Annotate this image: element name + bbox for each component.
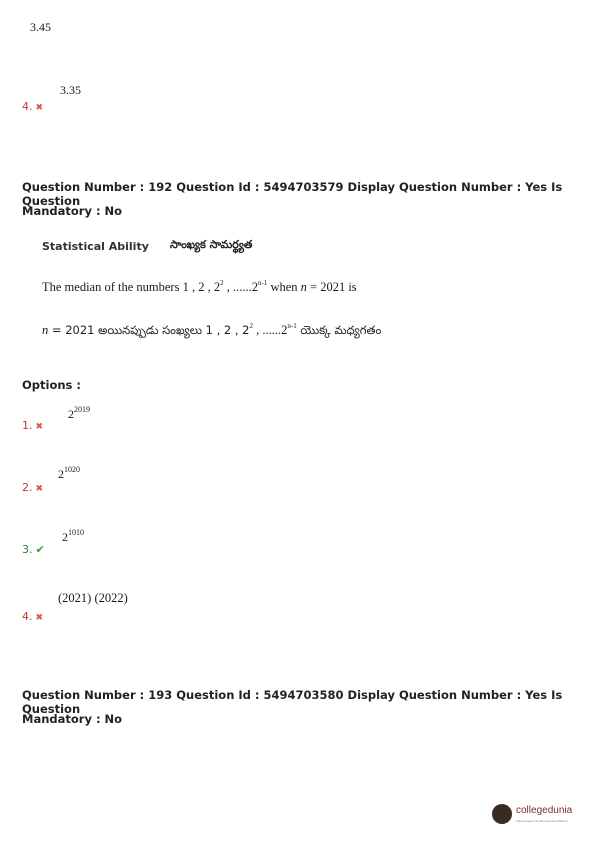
option-3[interactable] [22,540,45,558]
option-3-value: $2^{1010}$ [62,528,84,544]
prev-option-4 [22,97,43,115]
option-2[interactable] [22,478,43,496]
section-label: Statistical Ability [42,240,149,253]
option-2-value: $2^{1020}$ [58,465,80,481]
logo-name: collegedunia [516,805,573,816]
prev-option-3-value: 3.45 [30,20,51,34]
option-4[interactable] [22,607,43,625]
question-193-header: Question Number : 193 Question Id : 5494703580 Display Question Number : Yes Is Question [22,688,563,716]
option-number: 1. [22,419,33,432]
cross-icon: ✖ [35,483,44,493]
option-1[interactable] [22,416,43,434]
option-4-value: (2021) (2022) [58,591,128,605]
prev-option-4-value: 3.35 [60,83,81,97]
question-192-header: Question Number : 192 Question Id : 5494703579 Display Question Number : Yes Is Question [22,180,563,208]
option-number: 2. [22,481,33,494]
option-1-value: $2^{2019}$ [68,405,90,421]
check-icon: ✔ [35,544,45,556]
section-label-telugu: సాంఖ్యక సామర్థ్యత [170,238,253,251]
logo-mascot-icon [492,804,512,824]
option-number: 4. [22,610,33,623]
option-number: 3. [22,543,33,556]
question-text-telugu: n = 2021 అయినప్పుడు సంఖ్యలు 1 , 2 , $2^2$ , ......2$^{n-1}$ యొక్క మధ్యగతం [42,322,382,337]
options-label: Options : [22,378,81,392]
question-text-english: The median of the numbers 1 , 2 , $2^2$ , ......2$^{n-1}$ when n = 2021 is [42,279,357,294]
question-193-mandatory: Mandatory : No [22,712,123,726]
question-192-mandatory: Mandatory : No [22,204,123,218]
logo-tagline: India's largest Student Review Platform [516,819,569,823]
cross-icon: ✖ [35,102,44,112]
cross-icon: ✖ [35,421,44,431]
cross-icon: ✖ [35,612,44,622]
option-number: 4. [22,100,33,113]
collegedunia-logo [492,801,587,827]
